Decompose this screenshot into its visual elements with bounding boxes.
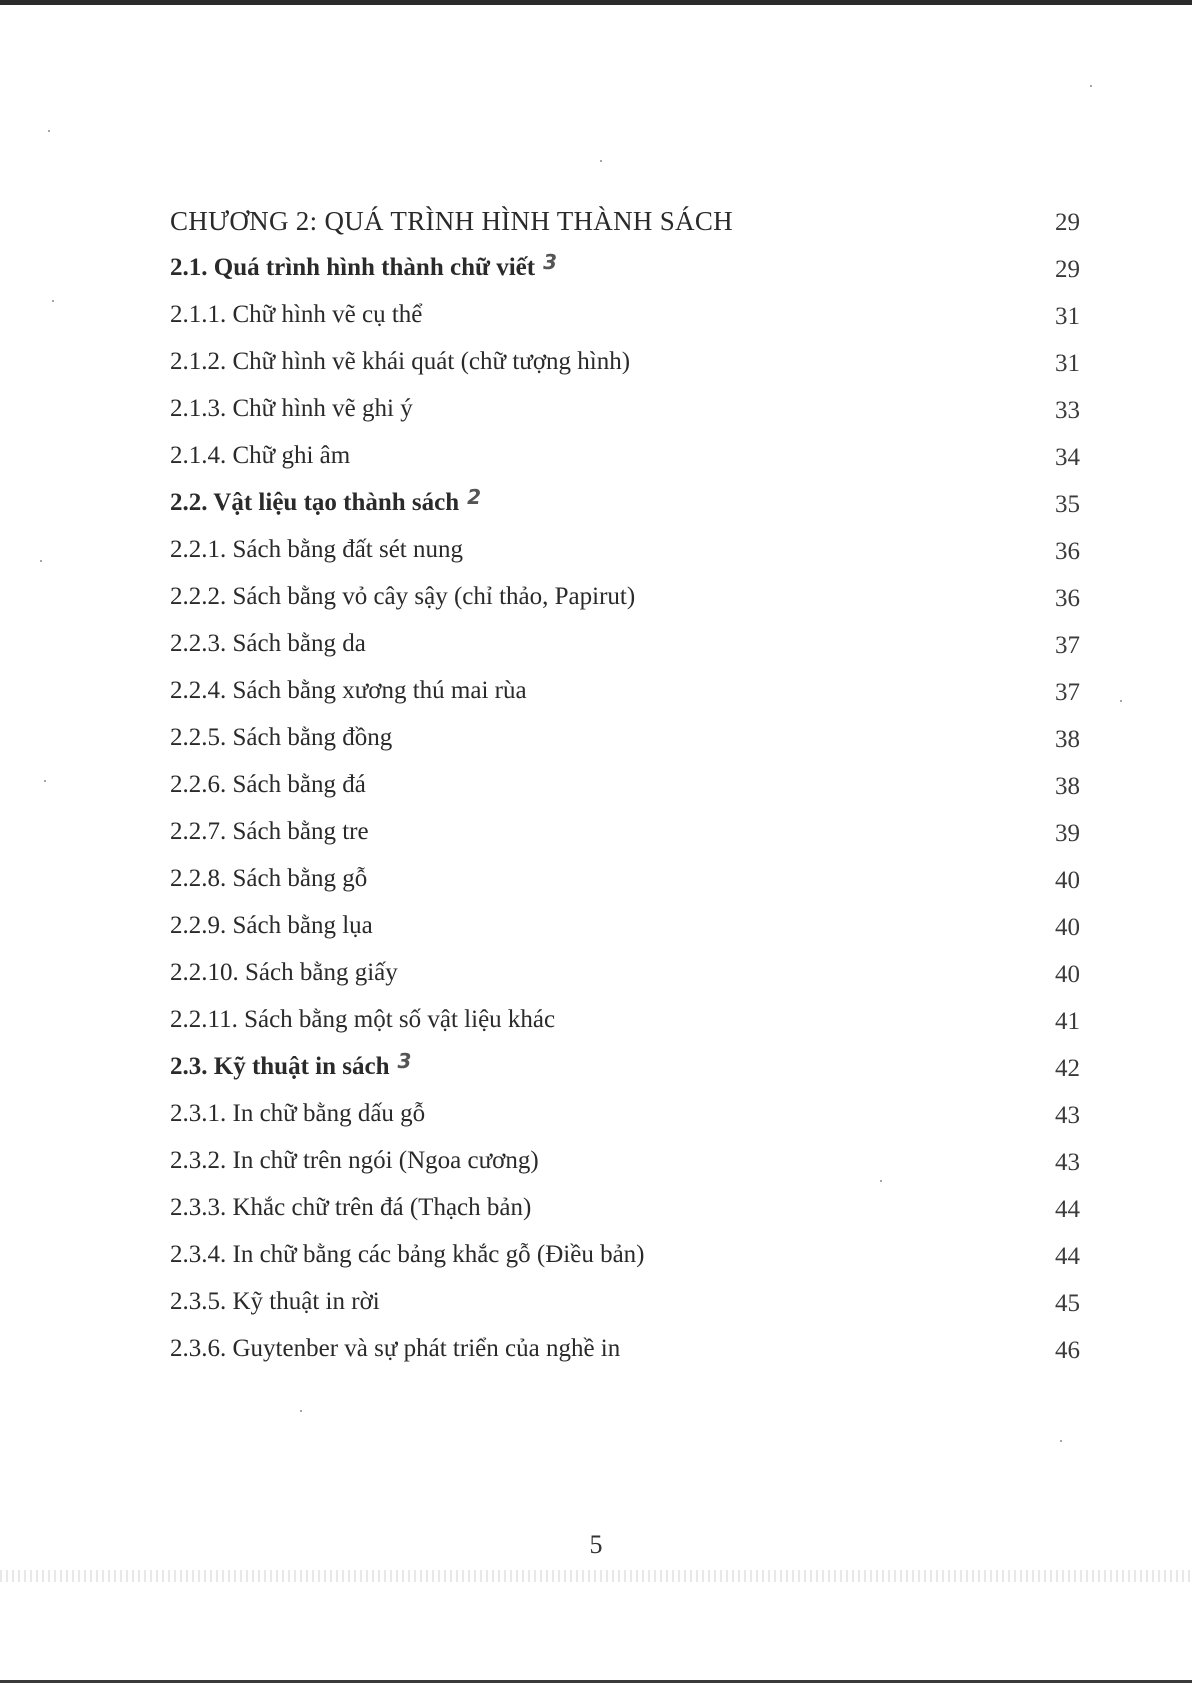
toc-subsection-row (170, 900, 1080, 947)
toc-section-row (170, 242, 1080, 289)
toc-subsection-row (170, 1323, 1080, 1370)
toc-entry-text: 2.1.2. Chữ hình vẽ khái quát (chữ tượng hình) (170, 348, 631, 375)
chapter-page-number: 29 (1055, 209, 1080, 236)
page-number: 5 (589, 1530, 603, 1559)
toc-subsection-row (170, 289, 1080, 336)
toc-entry-text: 2.2.8. Sách bằng gỗ (170, 865, 368, 892)
toc-subsection-row (170, 1182, 1080, 1229)
scan-speck (44, 780, 46, 782)
scan-bottom-border (0, 1680, 1192, 1683)
toc-entry-text: 2.3.2. In chữ trên ngói (Ngoa cương) (170, 1147, 539, 1174)
toc-subsection-row (170, 1088, 1080, 1135)
scan-speck (1120, 700, 1122, 702)
scan-speck (52, 300, 54, 302)
toc-subsection-row (170, 1229, 1080, 1276)
toc-entry-page-number: 34 (1055, 444, 1080, 471)
toc-entry-page-number: 39 (1055, 820, 1080, 847)
toc-entry-text: 2.1.3. Chữ hình vẽ ghi ý (170, 395, 413, 422)
toc-subsection-row (170, 1135, 1080, 1182)
toc-entry-page-number: 37 (1055, 632, 1080, 659)
toc-entry-title (170, 1334, 620, 1364)
toc-entry-page-number: 44 (1055, 1196, 1080, 1223)
handwritten-mark: 3 (397, 1049, 412, 1073)
toc-entry-page-number: 40 (1055, 867, 1080, 894)
toc-entry-page-number: 38 (1055, 773, 1080, 800)
toc-entry-text: 2.3.3. Khắc chữ trên đá (Thạch bản) (170, 1194, 532, 1221)
toc-entry-title (170, 864, 367, 894)
toc-entry-title (170, 535, 463, 565)
toc-entry-text: 2.3.4. In chữ bằng các bảng khắc gỗ (Điều bản) (170, 1241, 645, 1268)
toc-subsection-row (170, 336, 1080, 383)
toc-entry-text: 2.3.6. Guytenber và sự phát triển của nghề in (170, 1335, 621, 1362)
toc-entry-page-number: 42 (1055, 1055, 1080, 1082)
toc-subsection-row (170, 947, 1080, 994)
toc-entry-title (170, 1193, 531, 1223)
toc-entry-page-number: 37 (1055, 679, 1080, 706)
toc-entry-title (170, 676, 527, 706)
toc-subsection-row (170, 383, 1080, 430)
toc-entry-title (170, 347, 630, 377)
toc-entry-text: 2.2.4. Sách bằng xương thú mai rùa (170, 677, 527, 704)
toc-entry-text: 2.2. Vật liệu tạo thành sách (170, 489, 460, 516)
toc-chapter-row (170, 190, 1080, 242)
toc-entry-title (170, 441, 350, 471)
toc-entry-text: 2.3.1. In chữ bằng dấu gỗ (170, 1100, 426, 1127)
toc-entry-text: 2.2.1. Sách bằng đất sét nung (170, 536, 464, 563)
toc-entry-page-number: 35 (1055, 491, 1080, 518)
toc-entry-text: 2.1.4. Chữ ghi âm (170, 442, 351, 469)
toc-entry-title (170, 1240, 645, 1270)
toc-entry-title (170, 582, 635, 612)
toc-entry-title (170, 723, 392, 753)
scan-top-border (0, 0, 1192, 5)
toc-entry-title (170, 911, 373, 941)
toc-entry-title (170, 394, 413, 424)
toc-entry-title (170, 958, 398, 988)
toc-entry-page-number: 31 (1055, 303, 1080, 330)
toc-entry-page-number: 38 (1055, 726, 1080, 753)
toc-entry-page-number: 43 (1055, 1102, 1080, 1129)
handwritten-mark: 3 (543, 250, 558, 274)
toc-subsection-row (170, 994, 1080, 1041)
toc-entry-page-number: 33 (1055, 397, 1080, 424)
toc-entry-title (170, 485, 482, 518)
toc-entry-text: 2.2.6. Sách bằng đá (170, 771, 366, 798)
toc-subsection-row (170, 665, 1080, 712)
toc-entry-page-number: 36 (1055, 538, 1080, 565)
handwritten-mark: 2 (467, 485, 482, 509)
toc-entry-title (170, 300, 422, 330)
toc-subsection-row (170, 806, 1080, 853)
toc-entry-title (170, 770, 366, 800)
table-of-contents (170, 190, 1080, 1370)
toc-entry-page-number: 46 (1055, 1337, 1080, 1364)
toc-entry-text: 2.2.10. Sách bằng giấy (170, 959, 398, 986)
toc-section-row (170, 477, 1080, 524)
toc-entry-text: 2.1.1. Chữ hình vẽ cụ thể (170, 301, 423, 328)
toc-entry-text: 2.1. Quá trình hình thành chữ viết (170, 254, 536, 281)
scan-speck (48, 130, 50, 132)
toc-subsection-row (170, 1276, 1080, 1323)
toc-entry-title (170, 629, 366, 659)
toc-subsection-row (170, 524, 1080, 571)
toc-subsection-row (170, 853, 1080, 900)
toc-entry-title (170, 1287, 380, 1317)
toc-entry-title (170, 817, 369, 847)
toc-entry-text: 2.2.2. Sách bằng vỏ cây sậy (chỉ thảo, Papirut) (170, 583, 636, 610)
scan-speck (40, 560, 42, 562)
toc-entry-text: 2.2.5. Sách bằng đồng (170, 724, 393, 751)
toc-entry-text: 2.2.3. Sách bằng da (170, 630, 366, 657)
toc-entry-text: 2.2.11. Sách bằng một số vật liệu khác (170, 1006, 556, 1033)
toc-entry-title (170, 250, 558, 283)
toc-subsection-row (170, 618, 1080, 665)
toc-entry-page-number: 43 (1055, 1149, 1080, 1176)
toc-subsection-row (170, 712, 1080, 759)
toc-entry-page-number: 41 (1055, 1008, 1080, 1035)
toc-entry-text: 2.3. Kỹ thuật in sách (170, 1053, 390, 1080)
toc-entry-title (170, 1005, 555, 1035)
toc-entry-title (170, 1146, 539, 1176)
toc-entry-page-number: 45 (1055, 1290, 1080, 1317)
toc-entry-text: 2.3.5. Kỹ thuật in rời (170, 1288, 380, 1315)
toc-entry-page-number: 36 (1055, 585, 1080, 612)
toc-subsection-row (170, 571, 1080, 618)
scan-noise-strip (0, 1570, 1192, 1582)
toc-entry-page-number: 44 (1055, 1243, 1080, 1270)
scan-speck (1090, 85, 1092, 87)
toc-section-row (170, 1041, 1080, 1088)
chapter-title: CHƯƠNG 2: QUÁ TRÌNH HÌNH THÀNH SÁCH (170, 206, 733, 236)
toc-entry-text: 2.2.9. Sách bằng lụa (170, 912, 373, 939)
toc-entry-page-number: 40 (1055, 914, 1080, 941)
toc-subsection-row (170, 759, 1080, 806)
scan-speck (1060, 1440, 1062, 1442)
toc-entry-page-number: 29 (1055, 256, 1080, 283)
toc-entry-title (170, 1049, 412, 1082)
scan-speck (300, 1410, 302, 1412)
toc-entry-title (170, 1099, 425, 1129)
scan-speck (600, 160, 602, 162)
toc-entry-text: 2.2.7. Sách bằng tre (170, 818, 369, 845)
toc-entry-page-number: 40 (1055, 961, 1080, 988)
toc-entry-page-number: 31 (1055, 350, 1080, 377)
toc-subsection-row (170, 430, 1080, 477)
